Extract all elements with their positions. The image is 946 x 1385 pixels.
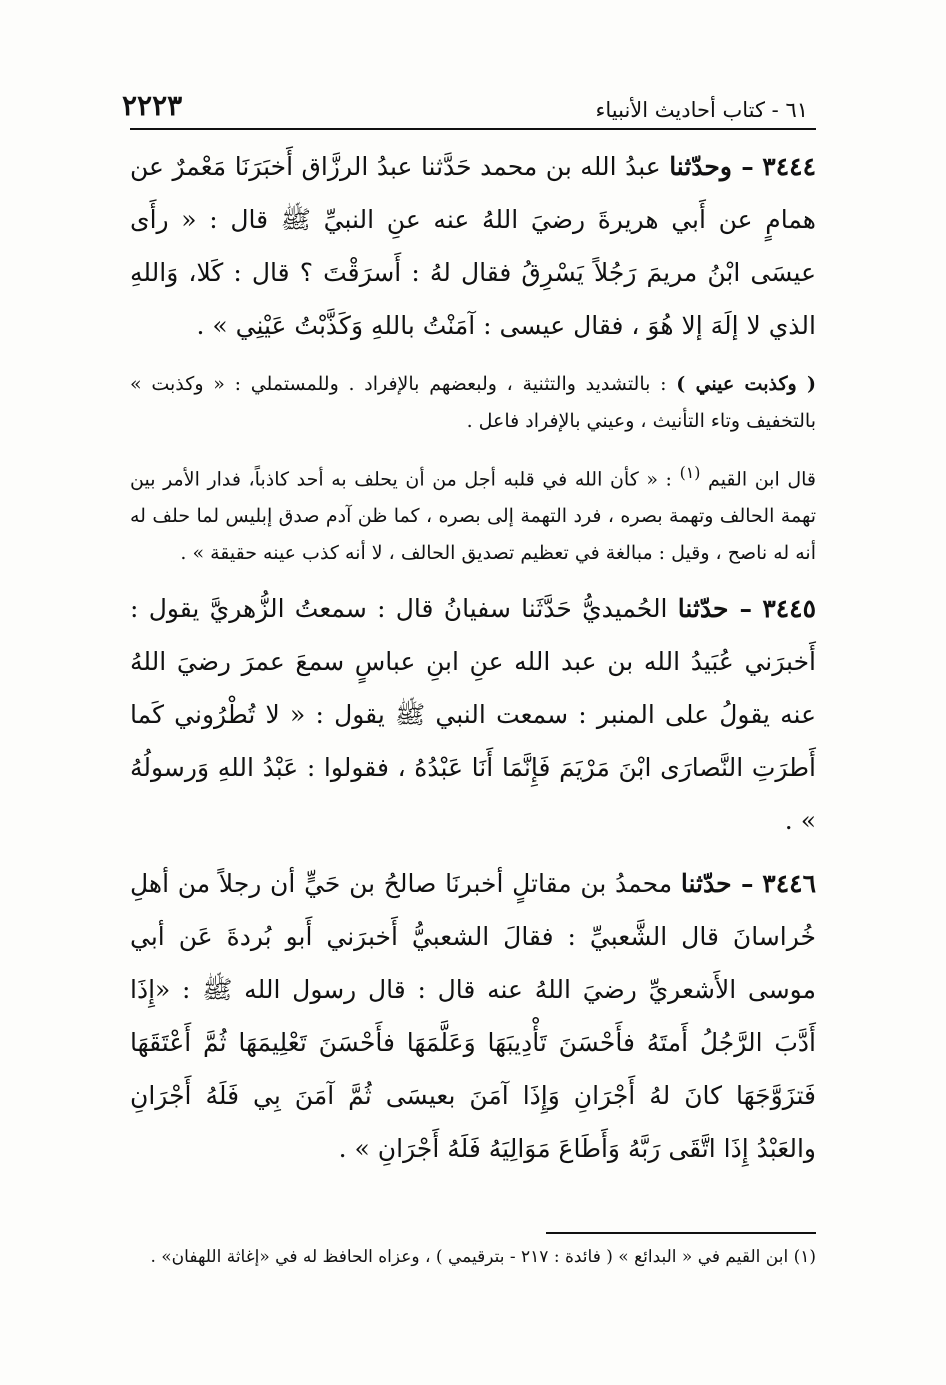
commentary-prefix: قال ابن القيم (708, 468, 816, 491)
hadith-3446 (130, 857, 816, 1175)
hadith-3445 (130, 582, 816, 847)
hadith-number: ٣٤٤٥ (762, 594, 817, 624)
hadith-text: محمدُ بن مقاتلٍ أخبرنَا صالحُ بن حَيٍّ أن رجلاً من أهلِ خُراسانَ قال الشَّعبيِّ : فقالَ الشعبيُّ أَخبرَني أَبو بُردةَ عَن أبي موسى الأَشعريِّ رضيَ اللهُ عنه قال : قال رسول الله ﷺ : «إِذَا أَدَّبَ الرَّجُلُ أَمتَهُ فأَحْسَنَ تَأْدِيبَهَا وَعَلَّمَهَا فأَحْسَنَ تَعْلِيمَهَا ثُمَّ أَعْتَقَهَا فَتزَوَّجَهَا كانَ لهُ أَجْرَانِ وَإِذَا آمَنَ بعيسَى ثُمَّ آمَنَ بِي فَلَهُ أَجْرَانِ والعَبْدُ إِذَا اتَّقَى رَبَّهُ وَأَطَاعَ مَوَالِيَهُ فَلَهُ أَجْرَانِ » . (130, 869, 816, 1164)
commentary-text: : « كأن الله في قلبه أجل من أن يحلف به أحد كاذباً، فدار الأمر بين تهمة الحالف وتهمة بصره ، فرد التهمة إلى بصره ، كما ظن آدم صدق إبليس لما حلف له أنه له ناصح ، وقيل : مبالغة في تعظيم تصديق الحالف ، لا أنه كذب عينه حقيقة » . (130, 468, 816, 565)
hadith-number: ٣٤٤٦ (762, 869, 816, 899)
commentary-text: : بالتشديد والتثنية ، ولبعضهم بالإفراد . وللمستملي : « وكذبت » بالتخفيف وتاء التأنيث ، وعيني بالإفراد فاعل . (130, 373, 816, 432)
hadith-text: عبدُ الله بن محمد حَدَّثنا عبدُ الرزَّاق أَخبَرَنَا مَعْمرٌ عن همامٍ عن أَبي هريرةَ رضيَ اللهُ عنه عنِ النبيِّ ﷺ قال : « رأَى عيسَى ابْنُ مريمَ رَجُلاً يَسْرِقُ فقال لهُ : أَسرَقْتَ ؟ قال : كَلا، وَاللهِ الذي لا إلَهَ إلا هُوَ ، فقال عيسى : آمَنْتُ باللهِ وَكَذَّبْتُ عَيْنِي » . (130, 152, 816, 340)
page-header (122, 88, 808, 122)
hadith-number: ٣٤٤٤ (762, 152, 816, 181)
hadith-lead: – حدّثنا (677, 594, 753, 624)
header-rule (130, 128, 816, 130)
footnote-text: (١) ابن القيم في « البدائع » ( فائدة : ٢١٧ - بترقيمي ) ، وعزاه الحافظ له في «إغاثة اللهفان» . (150, 1247, 816, 1267)
page-number: ٢٢٢٣ (122, 89, 183, 122)
page-body (130, 140, 816, 1175)
footnote-ref: (١) (679, 463, 701, 482)
hadith-text: الحُميديُّ حَدَّثَنا سفيانُ قال : سمعتُ الزُّهريَّ يقول : أَخبرَني عُبَيدُ الله بن عبد الله عنِ ابنِ عباسٍ سمعَ عمرَ رضيَ اللهُ عنه يقولُ على المنبر : سمعت النبي ﷺ يقول : « لا تُطْرُوني كَما أَطرَتِ النَّصارَى ابْنَ مَرْيَمَ فَإِنَّمَا أَنَا عَبْدُهُ ، فقولوا : عَبْدُ اللهِ وَرسولُهُ » . (130, 594, 816, 836)
hadith-3444 (130, 140, 816, 352)
chapter-title: ٦١ - كتاب أحاديث الأنبياء (595, 98, 808, 122)
commentary-term: ( وكذبت عيني ) (676, 373, 816, 395)
hadith-lead: – حدّثنا (680, 869, 754, 899)
commentary-ibn-qayyim (130, 454, 816, 572)
hadith-lead: – وحدّثنا (669, 152, 754, 181)
footnote (130, 1244, 816, 1271)
commentary-kadhabtu (130, 366, 816, 440)
footnote-rule (546, 1232, 816, 1234)
